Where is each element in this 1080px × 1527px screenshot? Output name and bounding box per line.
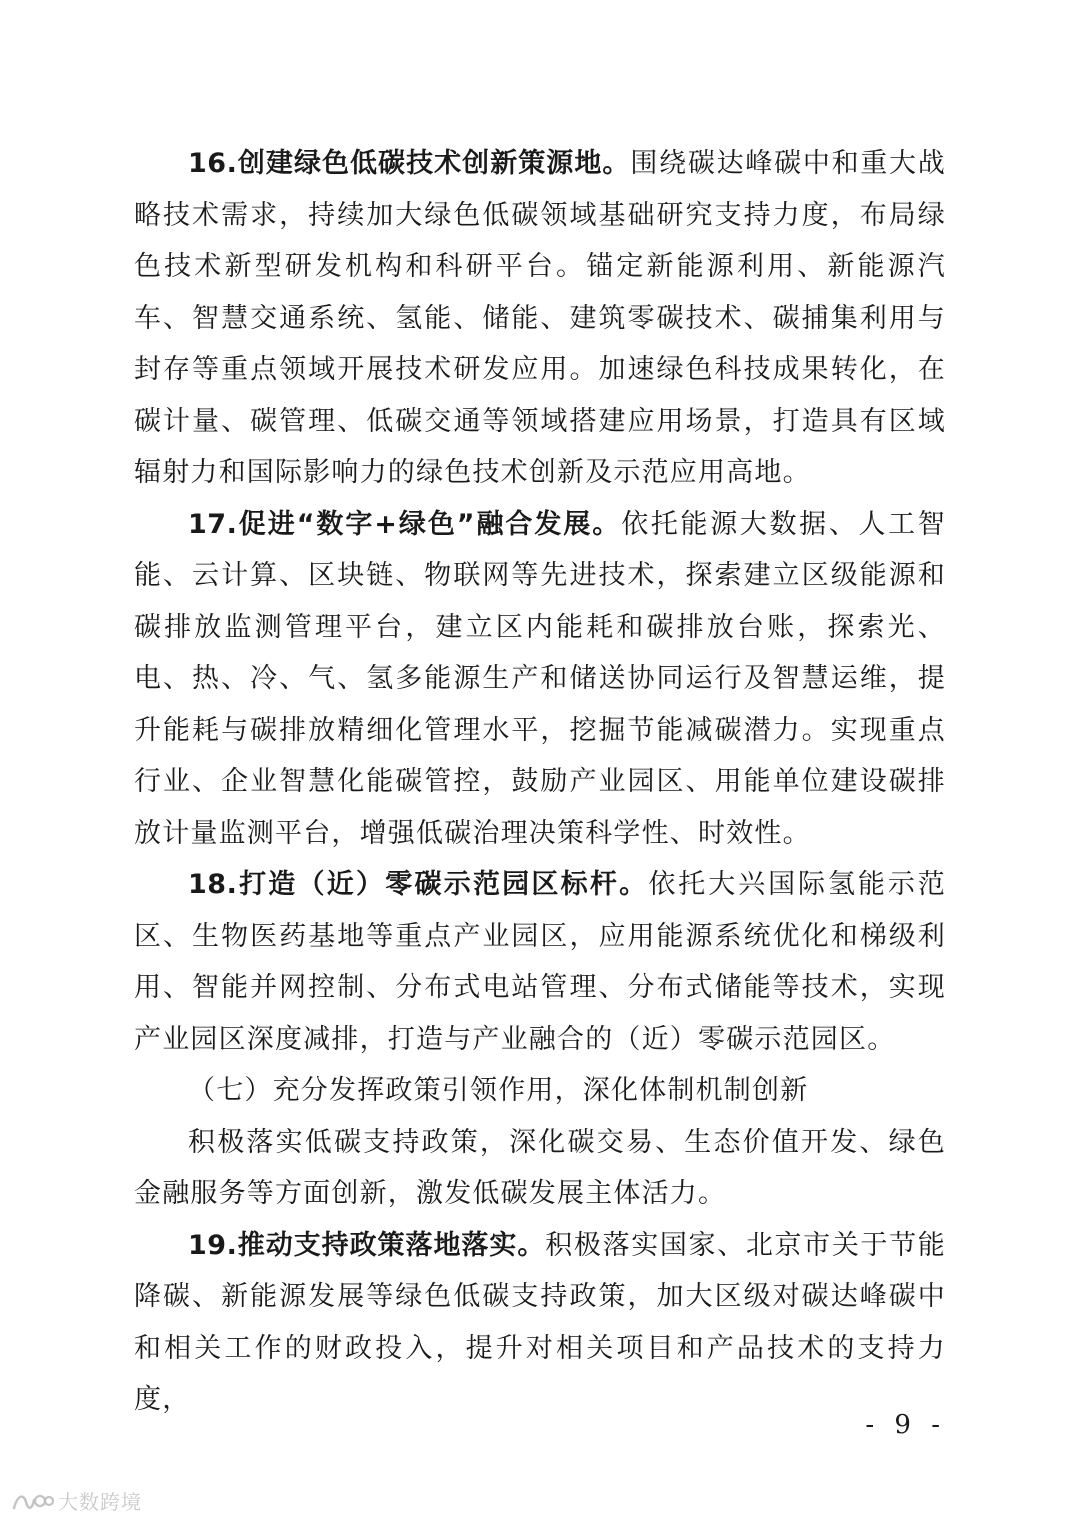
watermark-text: 大数跨境 <box>58 1490 142 1514</box>
paragraph-18 <box>134 859 946 1065</box>
paragraph-17-lead: 17.促进“数字+绿色”融合发展。 <box>188 508 622 540</box>
paragraph-16 <box>134 138 946 499</box>
paragraph-19-lead: 19.推动支持政策落地落实。 <box>188 1229 546 1261</box>
paragraph-17-text: 依托能源大数据、人工智能、云计算、区块链、物联网等先进技术，探索建立区级能源和碳排放监测管理平台，建立区内能耗和碳排放台账，探索光、电、热、冷、气、氢多能源生产和储送协同运行及智慧运维，提升能耗与碳排放精细化管理水平，挖掘节能减碳潜力。实现重点行业、企业智慧化能碳管控，鼓励产业园区、用能单位建设碳排放计量监测平台，增强低碳治理决策科学性、时效性。 <box>134 508 946 849</box>
paragraph-19-text: 积极落实国家、北京市关于节能降碳、新能源发展等绿色低碳支持政策，加大区级对碳达峰碳中和相关工作的财政投入，提升对相关项目和产品技术的支持力度， <box>134 1229 946 1415</box>
section-intro: 积极落实低碳支持政策，深化碳交易、生态价值开发、绿色金融服务等方面创新，激发低碳发展主体活力。 <box>134 1126 946 1209</box>
paragraph-16-lead: 16.创建绿色低碳技术创新策源地。 <box>188 148 631 179</box>
logo-icon <box>10 1488 54 1514</box>
paragraph-18-lead: 18.打造（近）零碳示范园区标杆。 <box>188 869 649 900</box>
paragraph-16-text: 围绕碳达峰碳中和重大战略技术需求，持续加大绿色低碳领域基础研究支持力度，布局绿色技术新型研发机构和科研平台。锚定新能源利用、新能源汽车、智慧交通系统、氢能、储能、建筑零碳技术、碳捕集利用与封存等重点领域开展技术研发应用。加速绿色科技成果转化，在碳计量、碳管理、低碳交通等领域搭建应用场景，打造具有区域辐射力和国际影响力的绿色技术创新及示范应用高地。 <box>134 148 946 488</box>
watermark <box>10 1486 142 1515</box>
paragraph-18-text: 依托大兴国际氢能示范区、生物医药基地等重点产业园区，应用能源系统优化和梯级利用、智能并网控制、分布式电站管理、分布式储能等技术，实现产业园区深度减排，打造与产业融合的（近）零碳示范园区。 <box>134 869 946 1055</box>
paragraph-17 <box>134 499 946 860</box>
section-heading: （七）充分发挥政策引领作用，深化体制机制创新 <box>188 1075 809 1106</box>
document-body <box>134 138 946 1426</box>
page-number: - 9 - <box>865 1410 946 1440</box>
paragraph-19 <box>134 1220 946 1426</box>
